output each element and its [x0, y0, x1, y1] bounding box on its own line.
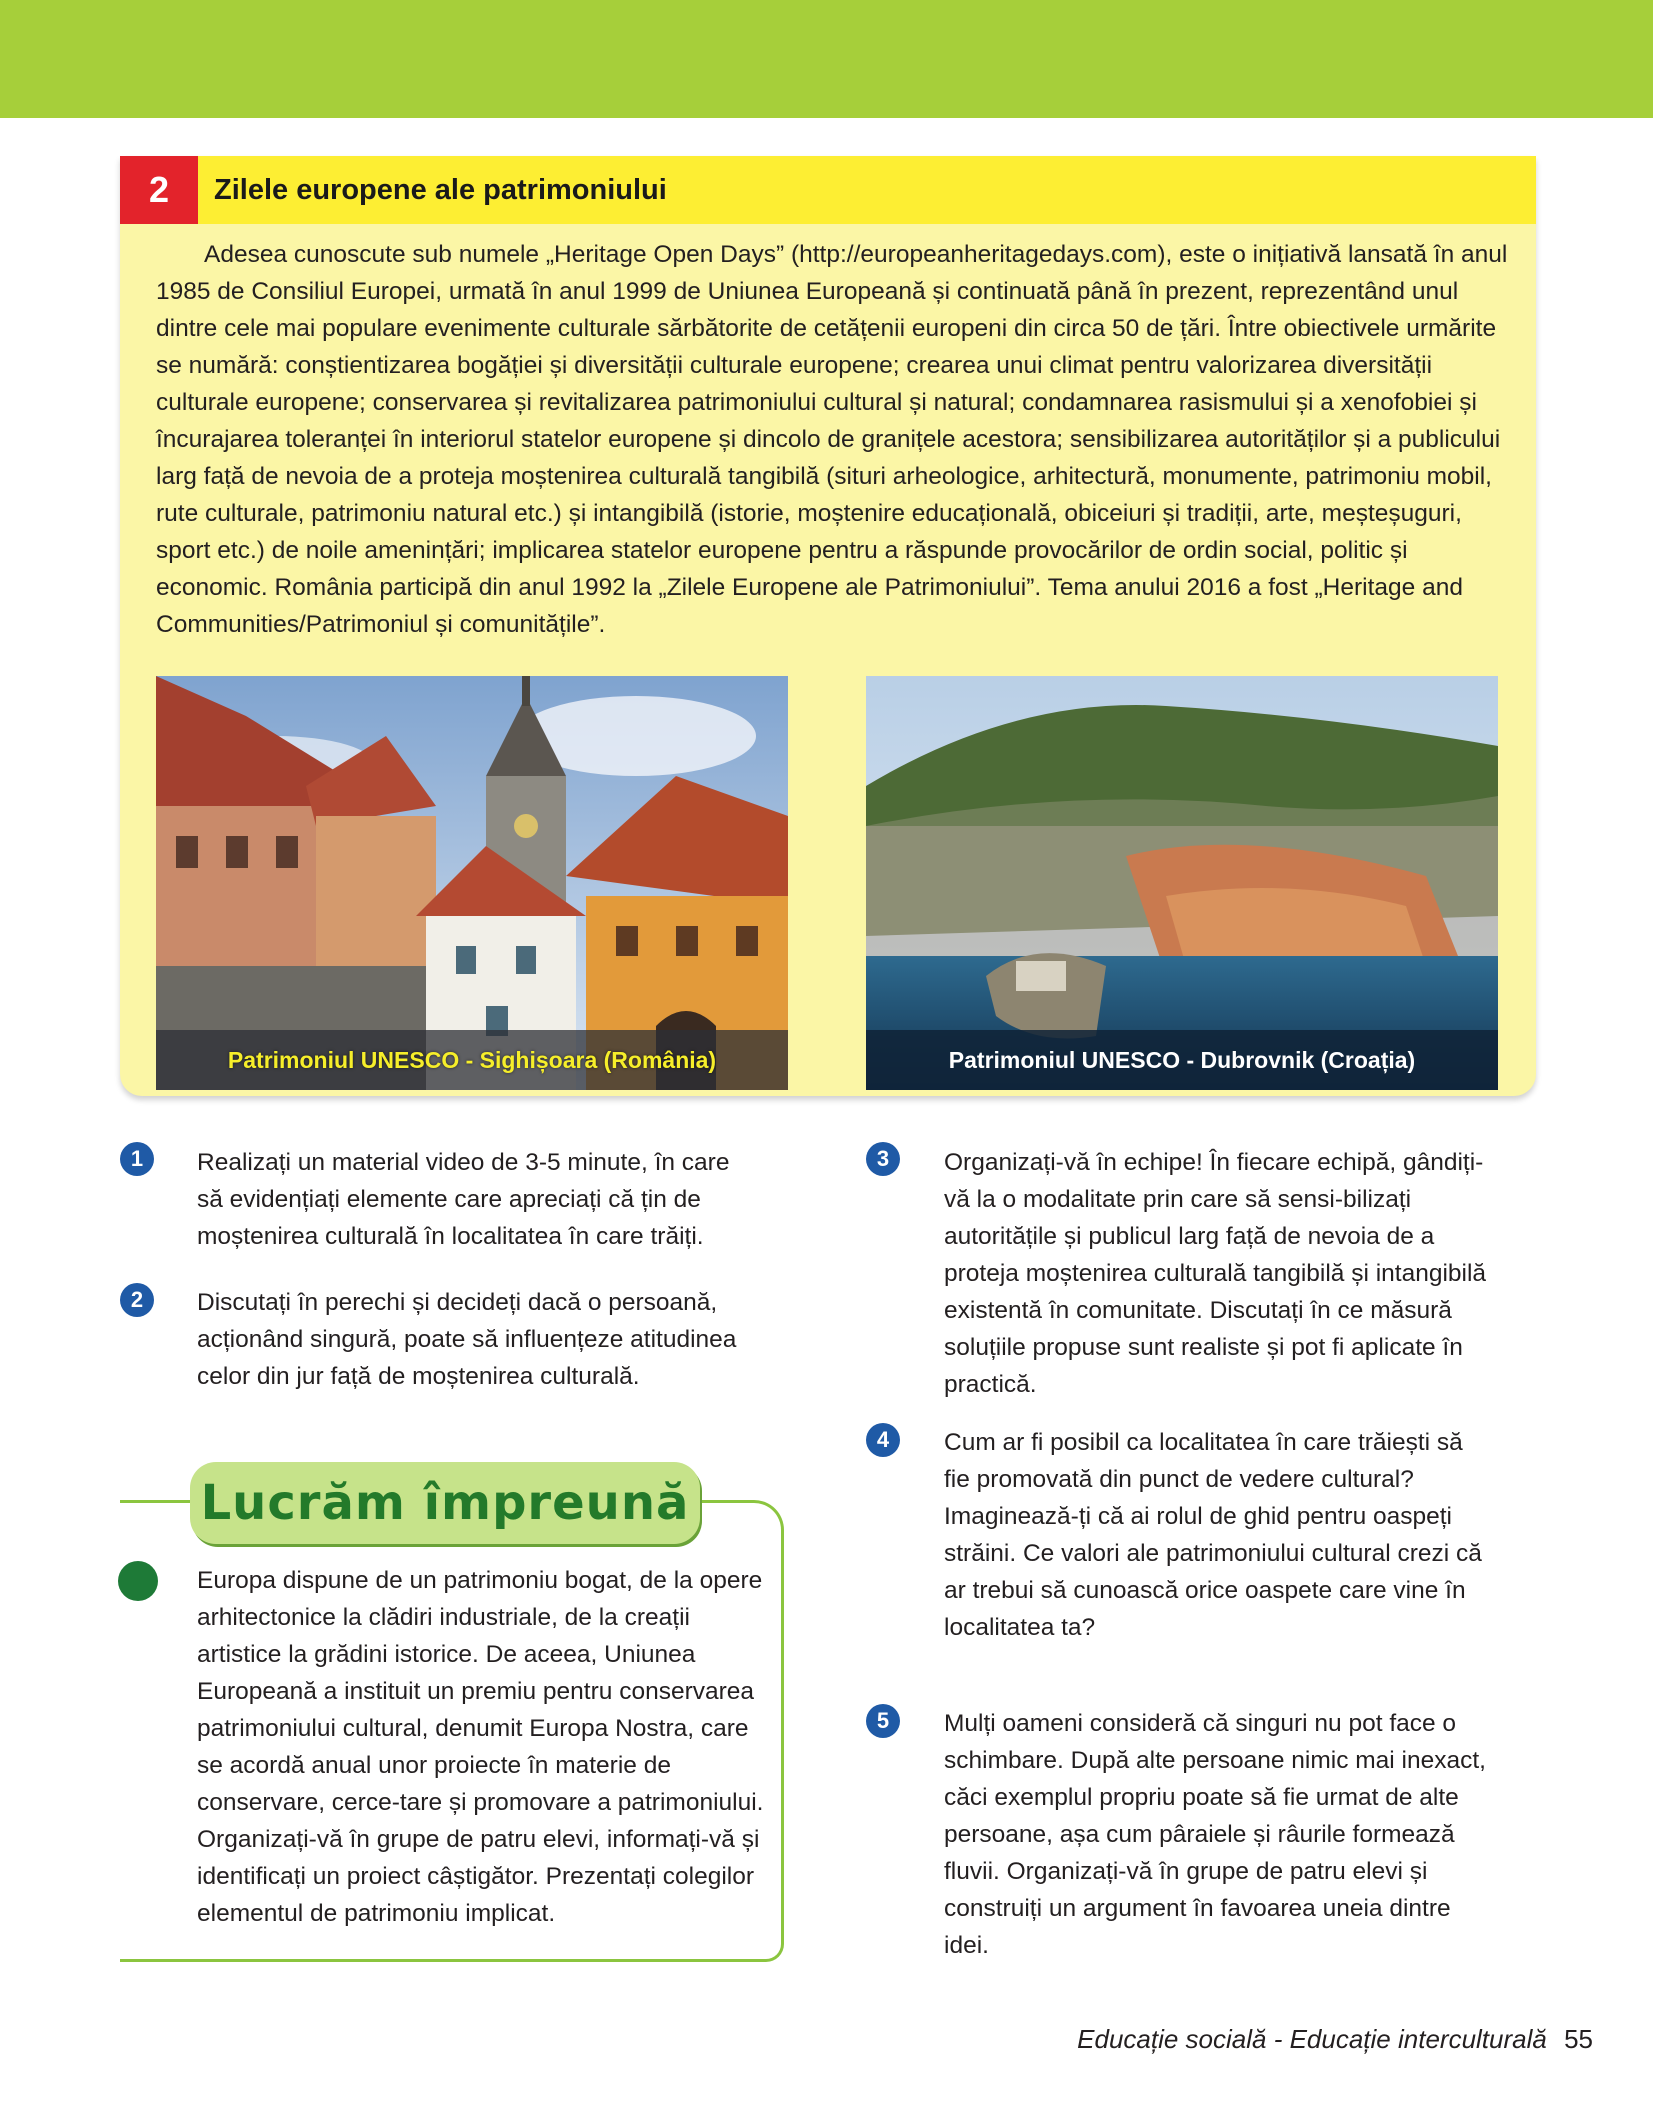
section-header — [120, 156, 1536, 224]
question-4-badge: 4 — [866, 1423, 900, 1457]
question-1-text: Realizați un material video de 3-5 minute, în care să evidențiați elemente care apreciați că țin de moștenirea culturală în localitatea în care trăiți. — [197, 1149, 730, 1250]
section-number: 2 — [120, 156, 198, 224]
sighisoara-image — [156, 676, 788, 1090]
question-5-text: Mulți oameni consideră că singuri nu pot face o schimbare. După alte persoane nimic mai inexact, căci exemplul propriu poate să fie urmat de alte persoane, așa cum pâraiele și râurile formează fluvii. Organizați-vă în grupe de patru elevi și construiți un argument în favoarea uneia dintre idei. — [944, 1710, 1486, 1959]
lucram-text: Europa dispune de un patrimoniu bogat, de la opere arhitectonice la clădiri industriale, de la creații artistice la grădini istorice. De aceea, Uniunea Europeană a instituit un premiu pentru conservarea patrimoniului cultural, denumit Europa Nostra, care se acordă anual unor proiecte în materie de conservare, cerce-tare și promovare a patrimoniului. Organizați-vă în grupe de patru elevi, informați-vă și identificați un proiect câștigător. Prezentați colegilor elementul de patrimoniu implicat. — [197, 1567, 764, 1927]
photo-dubrovnik — [866, 676, 1498, 1090]
photo-caption-dubrovnik: Patrimoniul UNESCO - Dubrovnik (Croația) — [948, 1047, 1416, 1073]
section-paragraph: Adesea cunoscute sub numele „Heritage Open Days” (http://europeanheritagedays.com), este o inițiativă lansată în anul 1985 de Consiliul Europei, urmată în anul 1999 de Uniunea Europeană și continuată până în prezent, reprezentând unul dintre cele mai populare evenimente culturale sărbătorite de cetățenii europeni din circa 50 de țări. Între obiectivele urmărite se numără: conștientizarea bogăției și diversității culturale europene; crearea unui climat pentru valorizarea diversității culturale europene; conservarea și revitalizarea patrimoniului cultural și natural; condamnarea rasismului și a xenofobiei și încurajarea toleranței în interiorul statelor europene și dincolo de granițele acestora; sensibilizarea autorităților și a publicului larg față de nevoia de a proteja moștenirea culturală tangibilă (situri arheologice, arhitectură, monumente, patrimoniu mobil, rute culturale, patrimoniu natural etc.) și intangibilă (istorie, moștenire educațională, obiceiuri și tradiții, arte, meșteșuguri, sport etc.) de noile amenințări; implicarea statelor europene pentru a răspunde provocărilor de ordin social, politic și economic. România participă din anul 1992 la „Zilele Europene ale Patrimoniului”. Tema anului 2016 a fost „Heritage and Communities/Patrimoniul și comunitățile”. — [156, 241, 1508, 638]
section-text — [156, 236, 1508, 643]
lucram-title: Lucrăm împreună — [200, 1475, 690, 1531]
footer-subject: Educație socială - Educație interculturală — [1077, 2024, 1547, 2054]
lucram-bullet-icon — [118, 1561, 158, 1601]
question-4-text: Cum ar fi posibil ca localitatea în care trăiești să fie promovată din punct de vedere cultural? Imaginează-ți că ai rolul de ghid pentru oaspeți străini. Ce valori ale patrimoniului cultural crezi că ar trebui să cunoască orice oaspete care vine în localitatea ta? — [944, 1429, 1482, 1641]
question-2-text: Discutați în perechi și decideți dacă o persoană, acționând singură, poate să influențeze atitudinea celor din jur față de moștenirea culturală. — [197, 1289, 737, 1390]
photo-caption-sighisoara: Patrimoniul UNESCO - Sighișoara (România) — [227, 1047, 717, 1073]
page-footer — [1077, 2024, 1593, 2055]
dubrovnik-image — [866, 676, 1498, 1090]
question-3-badge: 3 — [866, 1142, 900, 1176]
question-1-badge: 1 — [120, 1142, 154, 1176]
top-color-band — [0, 0, 1653, 118]
question-2-badge: 2 — [120, 1283, 154, 1317]
photo-sighisoara — [156, 676, 788, 1090]
page-number: 55 — [1564, 2024, 1593, 2054]
question-5-badge: 5 — [866, 1704, 900, 1738]
question-3-text: Organizați-vă în echipe! În fiecare echipă, gândiți-vă la o modalitate prin care să sensi-bilizați autoritățile și publicul larg față de nevoia de a proteja moștenirea culturală tangibilă și intangibilă existentă în comunitate. Discutați în ce măsură soluțiile propuse sunt realiste și pot fi aplicate în practică. — [944, 1149, 1487, 1398]
section-box — [120, 156, 1536, 1096]
section-title: Zilele europene ale patrimoniului — [214, 174, 667, 206]
